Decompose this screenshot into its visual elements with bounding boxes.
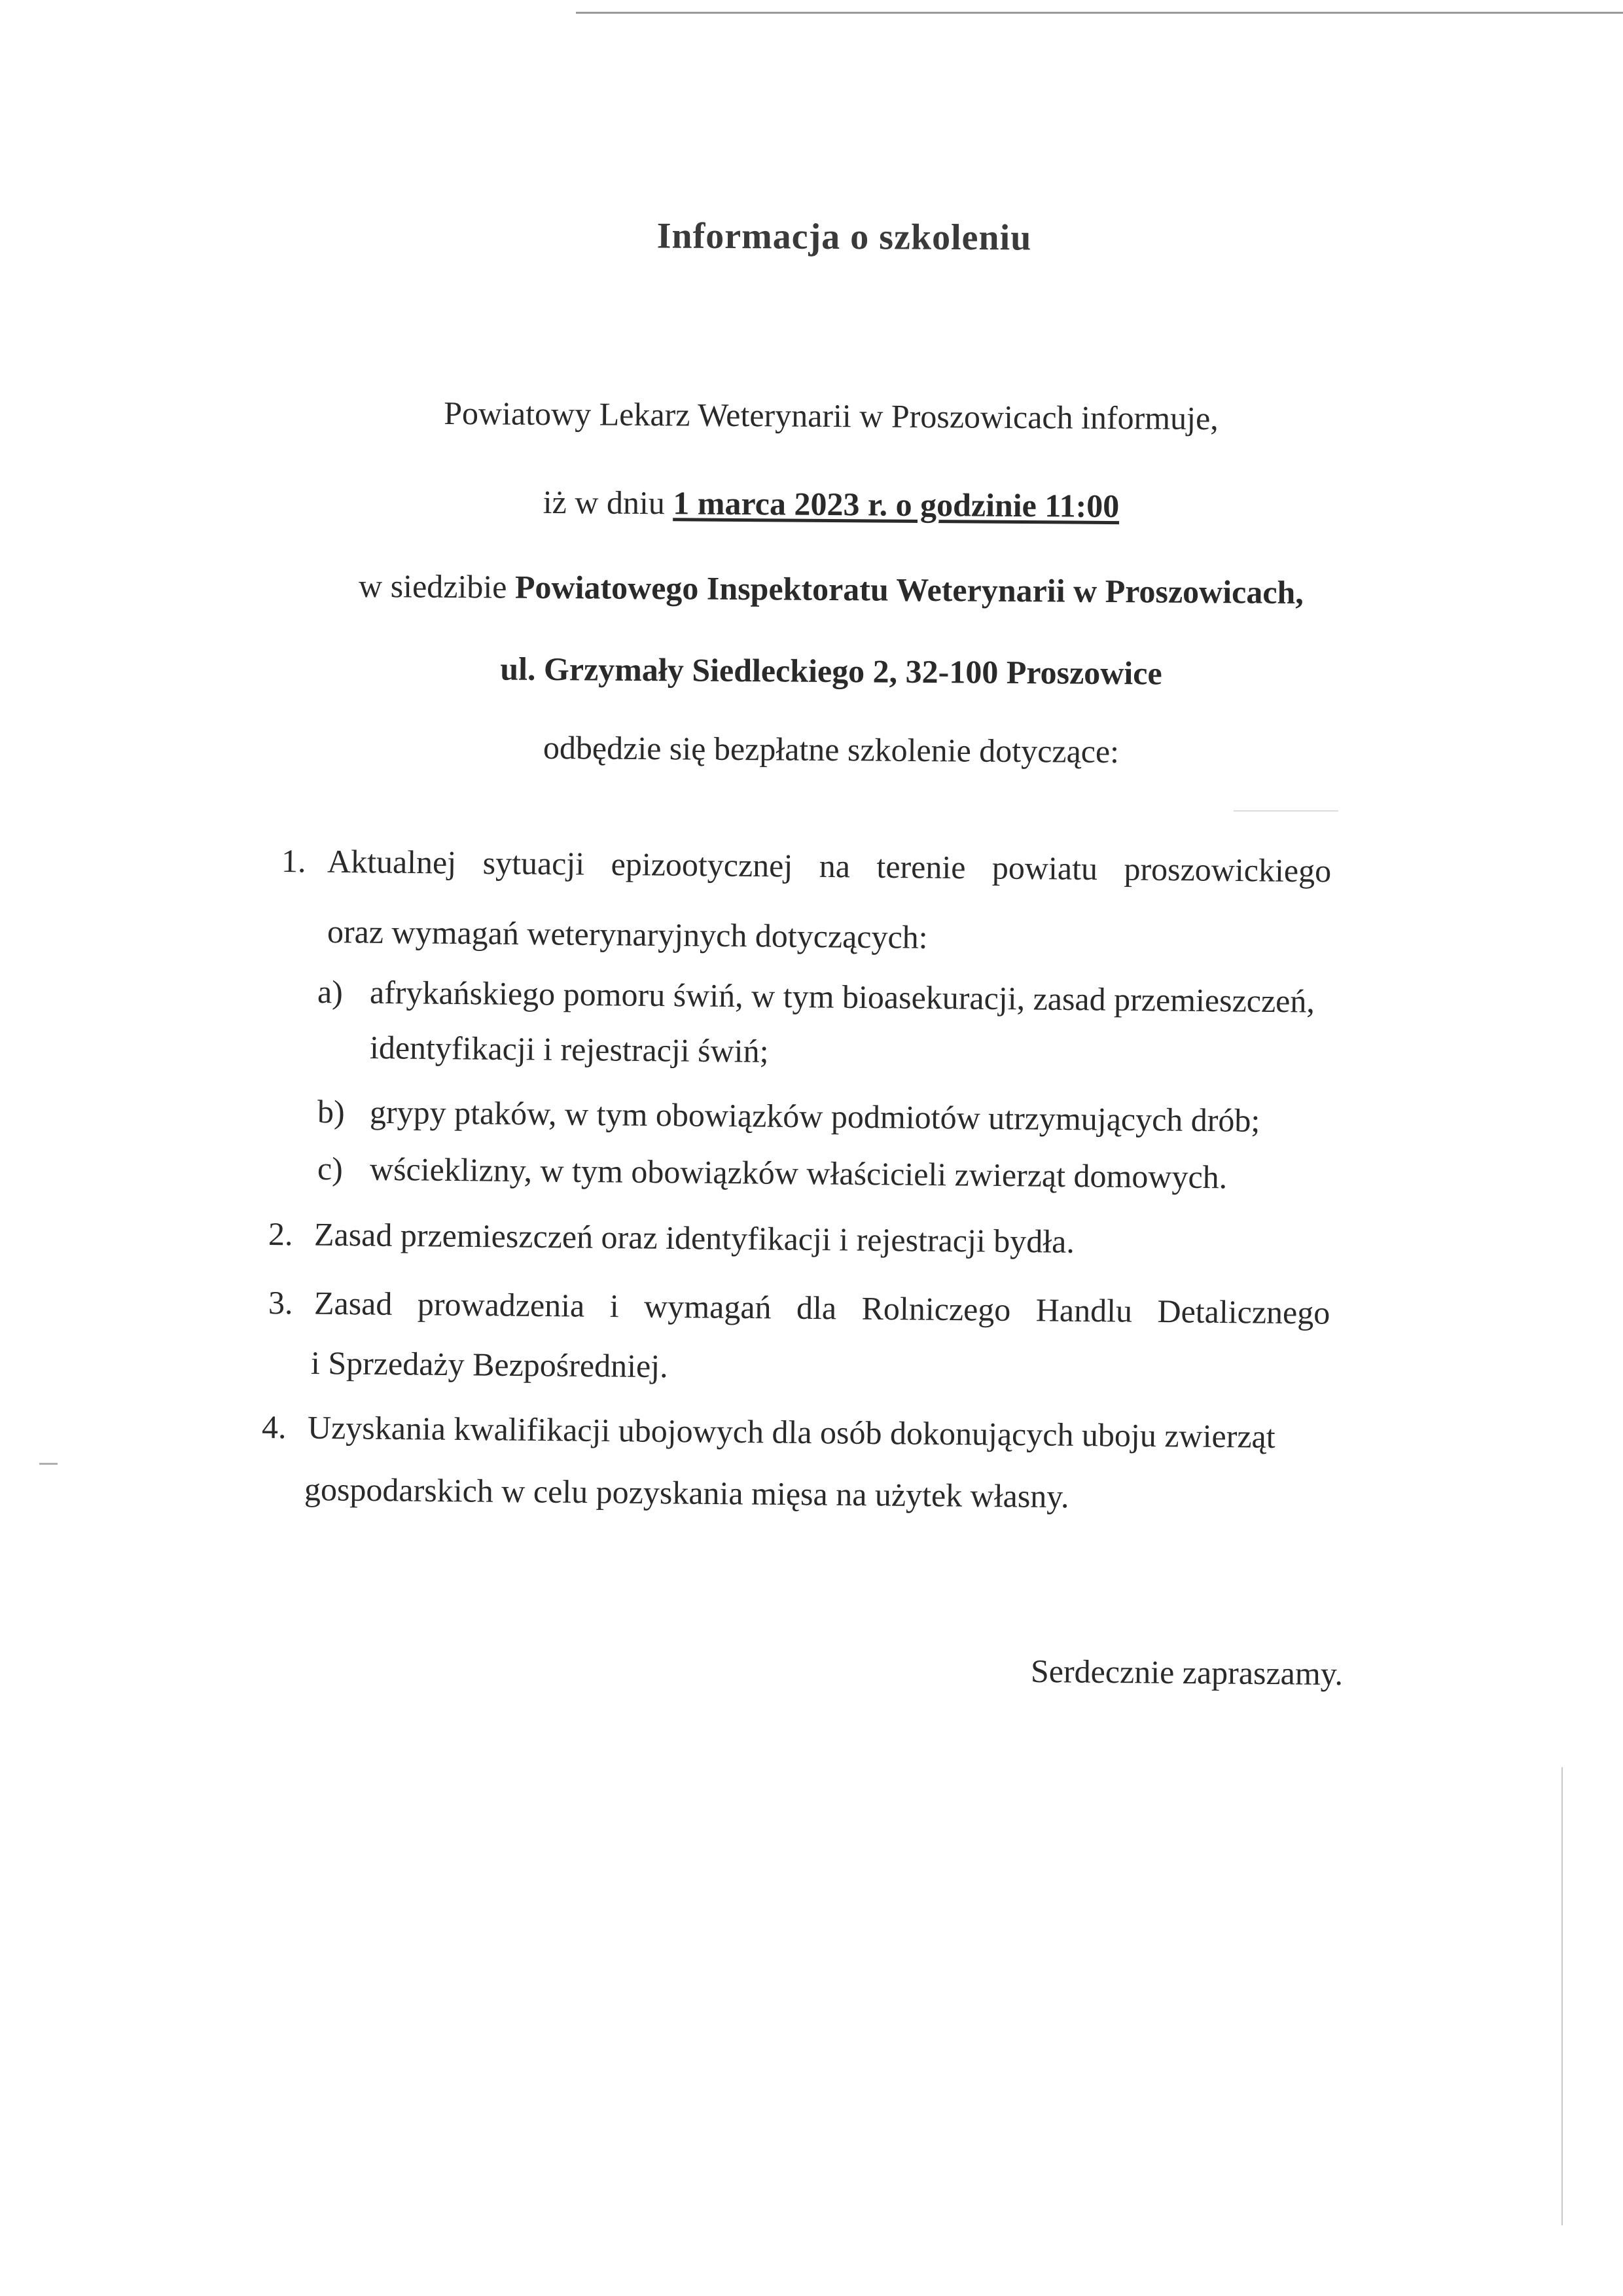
venue-address: ul. Grzymały Siedleckiego 2, 32-100 Proszowice: [500, 650, 1162, 692]
list-item-number: 1.: [281, 842, 306, 880]
intro-line-4: [0, 645, 1623, 696]
intro-line-2: [0, 478, 1623, 529]
list-subitem: [317, 1149, 1228, 1196]
intro-line-2-prefix: iż w dniu: [543, 483, 673, 522]
list-item: [262, 1407, 1275, 1456]
list-subitem-text: grypy ptaków, w tym obowiązków podmiotów utrzymujących drób;: [369, 1093, 1260, 1139]
list-item-continuation: i Sprzedaży Bezpośredniej.: [310, 1344, 668, 1385]
scan-speck: [1234, 810, 1338, 812]
page-title: Informacja o szkoleniu: [656, 215, 1032, 259]
training-date: 1 marca 2023 r. o godzinie 11:00: [673, 484, 1120, 525]
list-subitem: [317, 1092, 1260, 1140]
list-item-number: 2.: [268, 1215, 293, 1253]
intro-line-3-prefix: w siedzibie: [358, 567, 516, 605]
list-subitem: [317, 972, 1315, 1021]
list-item: [268, 1283, 1330, 1333]
scan-edge-right: [1561, 1767, 1563, 2225]
list-item-continuation: gospodarskich w celu pozyskania mięsa na użytek własny.: [304, 1471, 1069, 1515]
intro-line-5: odbędzie się bezpłatne szkolenie dotyczące:: [543, 728, 1120, 770]
intro-line-3: [0, 564, 1623, 615]
list-item-text: Aktualnej sytuacji epizootycznej na terenie powiatu proszowickiego: [327, 842, 1332, 889]
list-item: [268, 1214, 1075, 1261]
list-subitem-text: wścieklizny, w tym obowiązków właścicieli zwierząt domowych.: [369, 1150, 1228, 1196]
intro-line-1: Powiatowy Lekarz Weterynarii w Proszowicach informuje,: [444, 394, 1219, 437]
list-subitem-continuation: identyfikacji i rejestracji świń;: [369, 1029, 769, 1069]
scan-speck: [39, 1463, 58, 1465]
list-item-text: Zasad przemieszczeń oraz identyfikacji i rejestracji bydła.: [313, 1215, 1075, 1260]
list-item-number: 3.: [268, 1284, 293, 1321]
venue-name: Powiatowego Inspektoratu Weterynarii w Proszowicach,: [514, 568, 1304, 611]
list-subitem-letter: c): [317, 1150, 344, 1187]
list-subitem-letter: b): [317, 1093, 345, 1130]
list-item-number: 4.: [261, 1408, 287, 1446]
list-item-text: Uzyskania kwalifikacji ubojowych dla osób dokonujących uboju zwierząt: [307, 1408, 1275, 1455]
list-item: [281, 841, 1446, 891]
list-subitem-letter: a): [317, 973, 344, 1011]
scan-edge-top: [576, 12, 1623, 14]
list-item-text: Zasad prowadzenia i wymagań dla Rolniczego Handlu Detalicznego: [313, 1284, 1330, 1331]
list-item-continuation: oraz wymagań weterynaryjnych dotyczących:: [327, 913, 928, 956]
list-subitem-text: afrykańskiego pomoru świń, w tym bioasekuracji, zasad przemieszczeń,: [369, 973, 1315, 1020]
closing-text: Serdecznie zapraszamy.: [1030, 1652, 1344, 1693]
